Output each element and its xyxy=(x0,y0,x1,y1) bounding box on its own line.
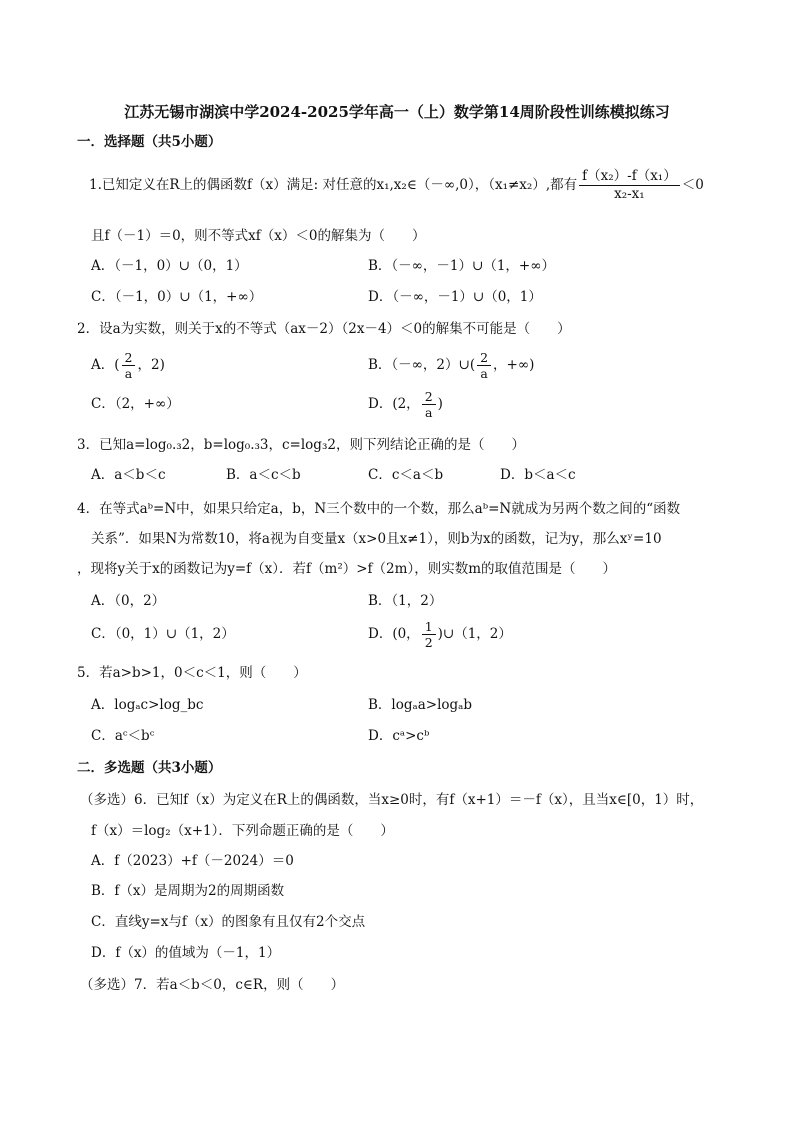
fraction-numerator: 2 xyxy=(477,350,491,366)
option-fraction xyxy=(422,619,436,650)
section-heading-single-choice: 一．选择题（共5小题） xyxy=(77,134,222,150)
question-5-stem: 5．若a>b>1，0＜c＜1，则（ ） xyxy=(77,665,307,681)
fraction-denominator: a xyxy=(424,405,433,420)
question-3-option-a[interactable]: A．a＜b＜c xyxy=(91,467,166,483)
option-text: ，+∞) xyxy=(493,357,535,373)
question-6-option-a[interactable]: A．f（2023）+f（－2024）＝0 xyxy=(91,853,294,869)
question-1-stem xyxy=(89,168,704,203)
question-2-option-b[interactable] xyxy=(368,350,534,381)
question-1-option-b[interactable]: B．（－∞，－1）∪（1，+∞） xyxy=(368,258,555,274)
question-2-option-d[interactable] xyxy=(368,389,443,420)
question-4-option-a[interactable]: A．（0，2） xyxy=(91,593,166,609)
question-3-option-c[interactable]: C．c＜a＜b xyxy=(368,467,444,483)
question-7-stem: （多选）7．若a＜b＜0，c∈R，则（ ） xyxy=(80,977,345,993)
question-5-option-b[interactable]: B．logₐa>logₐb xyxy=(368,697,473,713)
question-5-option-c[interactable]: C．aᶜ＜bᶜ xyxy=(91,728,155,744)
question-2-option-a[interactable] xyxy=(91,350,165,381)
fraction-denominator: a xyxy=(124,366,133,381)
question-3-option-d[interactable]: D．b＜a＜c xyxy=(500,467,576,483)
fraction-numerator: 2 xyxy=(122,350,136,366)
question-3-option-b[interactable]: B．a＜c＜b xyxy=(226,467,301,483)
fraction-numerator: 1 xyxy=(422,619,436,635)
fraction-numerator: f（x₂）-f（x₁） xyxy=(579,168,680,186)
question-6-option-c[interactable]: C．直线y=x与f（x）的图象有且仅有2个交点 xyxy=(91,914,366,930)
question-6-option-d[interactable]: D．f（x）的值域为（－1，1） xyxy=(91,945,281,961)
section-heading-multi-choice: 二．多选题（共3小题） xyxy=(77,760,222,776)
question-1-option-a[interactable]: A．（－1，0）∪（0，1） xyxy=(91,258,248,274)
fraction-denominator: a xyxy=(480,366,488,381)
option-text: A．( xyxy=(91,357,120,373)
option-fraction xyxy=(477,350,491,381)
question-1-option-d[interactable]: D．（－∞，－1）∪（0，1） xyxy=(368,289,542,305)
option-fraction xyxy=(422,389,436,420)
question-4-stem-line3: ，现将y关于x的函数记为y=f（x）．若f（m²）>f（2m），则实数m的取值范围是（ ） xyxy=(77,561,616,577)
fraction-denominator: 2 xyxy=(424,635,433,650)
option-text: D．(0， xyxy=(368,626,420,642)
question-4-option-d[interactable] xyxy=(368,619,512,650)
question-2-stem: 2．设a为实数，则关于x的不等式（ax－2）（2x－4）＜0的解集不可能是（ ） xyxy=(77,321,571,337)
question-1-fraction xyxy=(579,168,680,203)
question-3-stem: 3．已知a=log₀.₃2，b=log₀.₃3，c=log₃2，则下列结论正确的是（ ） xyxy=(77,437,525,453)
question-5-option-a[interactable]: A．logₐc>log_bc xyxy=(91,697,204,713)
option-text: ，2) xyxy=(137,357,165,373)
question-4-option-c[interactable]: C．（0，1）∪（1，2） xyxy=(91,626,235,642)
fraction-numerator: 2 xyxy=(422,389,436,405)
question-1-inequality: ＜0 xyxy=(681,177,704,193)
option-text: D．(2， xyxy=(368,396,420,412)
question-4-option-b[interactable]: B．（1，2） xyxy=(368,593,443,609)
question-6-stem-line1: （多选）6．已知f（x）为定义在R上的偶函数，当x≥0时，有f（x+1）＝－f（x），且当x∈[0，1）时， xyxy=(80,792,704,808)
question-4-stem-line1: 4．在等式aᵇ=N中，如果只给定a，b，N三个数中的一个数，那么aᵇ=N就成为另两个数之间的“函数 xyxy=(77,501,681,517)
question-4-stem-line2: 关系”．如果N为常数10，将a视为自变量x（x>0且x≠1），则b为x的函数，记为y，那么xʸ=10 xyxy=(91,531,662,547)
question-2-option-c[interactable]: C．（2，+∞） xyxy=(91,396,180,412)
page-title: 江苏无锡市湖滨中学2024-2025学年高一（上）数学第14周阶段性训练模拟练习 xyxy=(124,103,670,121)
question-1-option-c[interactable]: C．（－1，0）∪（1，+∞） xyxy=(91,289,263,305)
question-6-stem-line2: f（x）＝log₂（x+1）．下列命题正确的是（ ） xyxy=(91,823,394,839)
question-6-option-b[interactable]: B．f（x）是周期为2的周期函数 xyxy=(91,883,285,899)
option-fraction xyxy=(122,350,136,381)
fraction-denominator: x₂-x₁ xyxy=(614,186,645,202)
option-text: B．（－∞，2）∪( xyxy=(368,357,476,373)
question-1-stem-cont: 且f（－1）＝0，则不等式xf（x）＜0的解集为（ ） xyxy=(91,228,426,244)
option-text: )∪（1，2） xyxy=(437,626,512,642)
question-5-option-d[interactable]: D．cᵃ>cᵇ xyxy=(368,728,430,744)
question-1-stem-text: 1.已知定义在R上的偶函数f（x）满足: 对任意的x₁,x₂∈（－∞,0），（x₁≠x₂）,都有 xyxy=(89,177,578,193)
option-text: ) xyxy=(437,396,443,412)
